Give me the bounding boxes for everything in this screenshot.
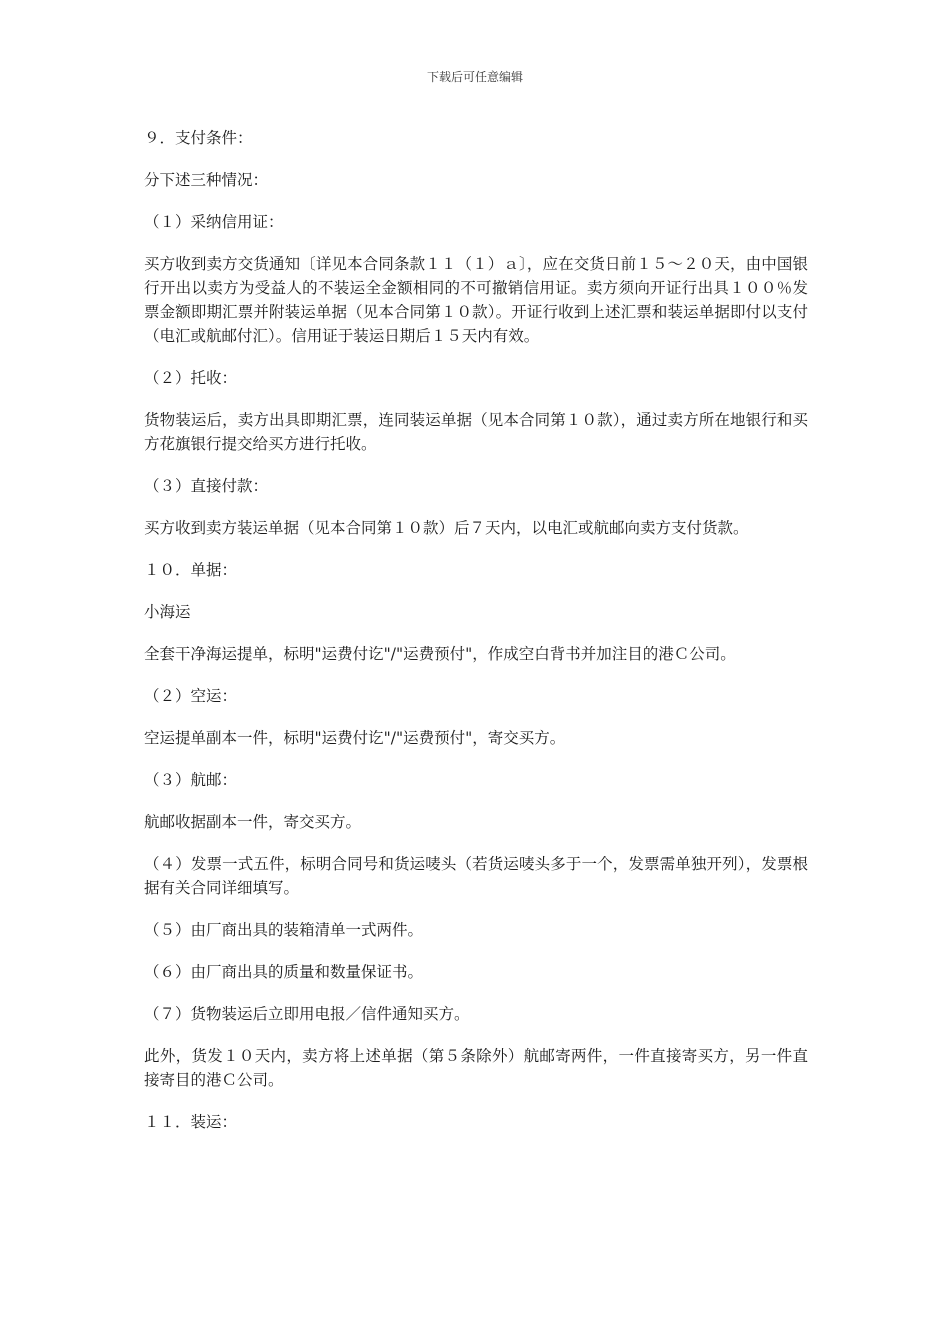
paragraph-three-cases: 分下述三种情况： [144,171,269,189]
paragraph-air-mail: 航邮收据副本一件，寄交买方。 [144,813,362,831]
paragraph-shipment-notice: （７）货物装运后立即用电报／信件通知买方。 [144,1005,470,1023]
paragraph-packing-list: （５）由厂商出具的装箱清单一式两件。 [144,921,424,939]
subheading-air-mail: （３）航邮： [144,771,238,789]
subheading-collection: （２）托收： [144,369,238,387]
subheading-sea-freight: 小海运 [144,603,191,621]
paragraph-air-freight: 空运提单副本一件，标明"运费付讫"/"运费预付"，寄交买方。 [144,729,566,747]
paragraph-collection: 货物装运后，卖方出具即期汇票，连同装运单据（见本合同第１０款），通过卖方所在地银行和买方花旗银行提交给买方进行托收。 [144,411,808,453]
subheading-direct-payment: （３）直接付款： [144,477,269,495]
paragraph-invoice: （４）发票一式五件，标明合同号和货运唛头（若货运唛头多于一个，发票需单独开列），发票根据有关合同详细填写。 [144,855,808,897]
paragraph-document-mailing: 此外，货发１０天内，卖方将上述单据（第５条除外）航邮寄两件，一件直接寄买方，另一件直接寄目的港Ｃ公司。 [144,1047,808,1089]
section-10-heading: １０．单据： [144,561,238,579]
section-11-heading: １１．装运： [144,1113,238,1131]
document-body [144,126,808,1152]
subheading-letter-of-credit: （１）采纳信用证： [144,213,284,231]
paragraph-letter-of-credit: 买方收到卖方交货通知〔详见本合同条款１１（１）ａ〕，应在交货日前１５～２０天，由中国银行开出以卖方为受益人的不装运全金额相同的不可撤销信用证。卖方须向开证行出具１００％发票金额即期汇票并附装运单据（见本合同第１０款）。开证行收到上述汇票和装运单据即付以支付（电汇或航邮付汇）。信用证于装运日期后１５天内有效。 [144,255,808,345]
paragraph-sea-freight: 全套干净海运提单，标明"运费付讫"/"运费预付"，作成空白背书并加注目的港Ｃ公司。 [144,645,736,663]
subheading-air-freight: （２）空运： [144,687,238,705]
paragraph-quality-certificate: （６）由厂商出具的质量和数量保证书。 [144,963,424,981]
page-header: 下载后可任意编辑 [426,70,523,84]
paragraph-direct-payment: 买方收到卖方装运单据（见本合同第１０款）后７天内，以电汇或航邮向卖方支付货款。 [144,519,749,537]
section-9-heading: ９．支付条件： [144,129,253,147]
